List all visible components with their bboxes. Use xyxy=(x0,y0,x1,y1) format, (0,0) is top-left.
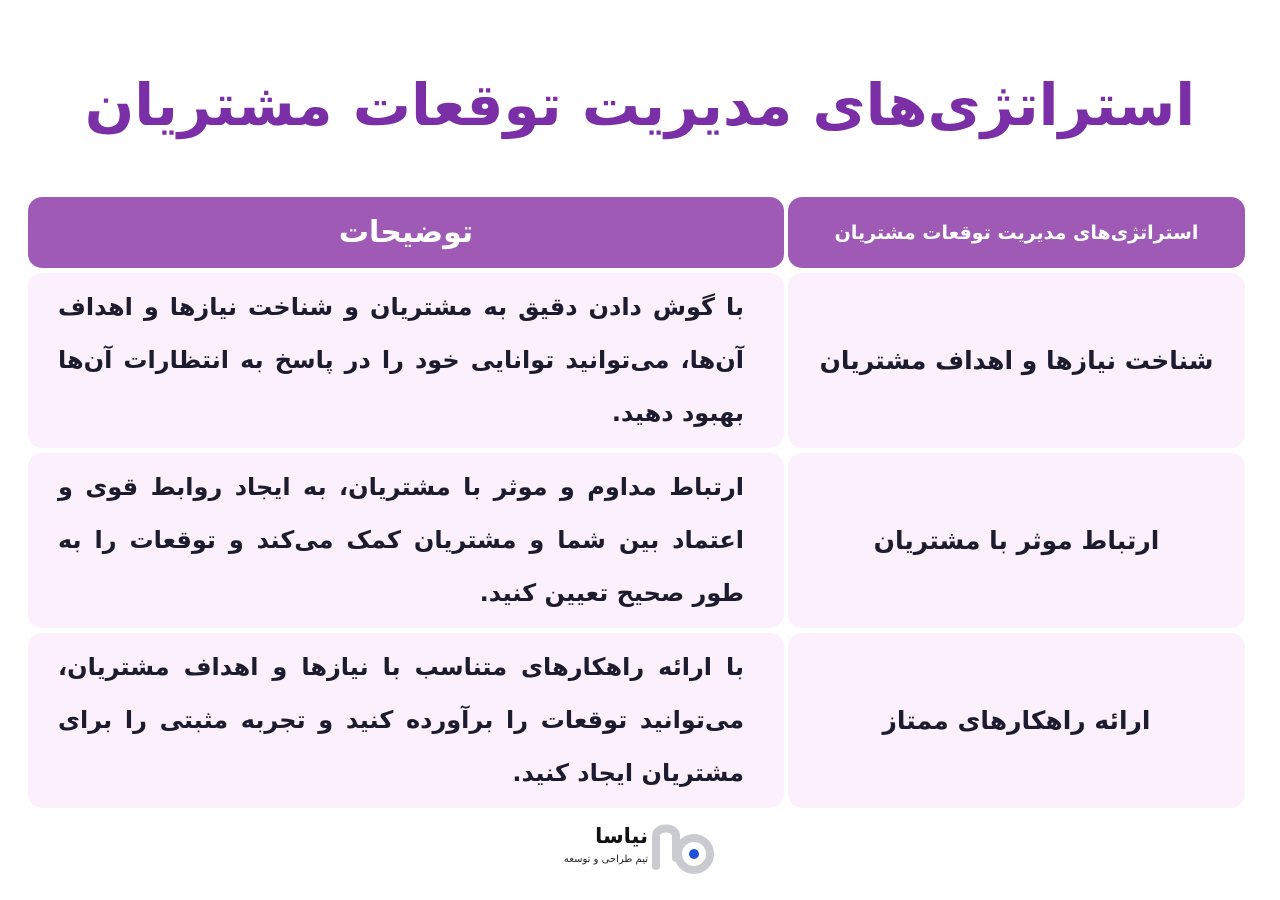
niasa-logo-icon xyxy=(650,818,714,874)
description-cell: با گوش دادن دقیق به مشتریان و شناخت نیازها و اهداف آن‌ها، می‌توانید توانایی خود را در پاسخ به انتظارات آن‌ها بهبود دهید. xyxy=(28,273,784,448)
brand-name: نیاسا xyxy=(595,824,648,848)
strategy-column-header: استراتژی‌های مدیریت توقعات مشتریان xyxy=(788,197,1245,268)
table-row xyxy=(28,633,1245,808)
table-row xyxy=(28,273,1245,448)
description-cell: ارتباط مداوم و موثر با مشتریان، به ایجاد روابط قوی و اعتماد بین شما و مشتریان کمک می‌کند و توقعات را به طور صحیح تعیین کنید. xyxy=(28,453,784,628)
strategy-cell: شناخت نیازها و اهداف مشتریان xyxy=(788,273,1245,448)
table-row xyxy=(28,453,1245,628)
strategy-cell: ارائه راهکارهای ممتاز xyxy=(788,633,1245,808)
brand-tagline: تیم طراحی و توسعه xyxy=(563,854,648,865)
brand-footer xyxy=(560,815,730,875)
strategy-cell: ارتباط موثر با مشتریان xyxy=(788,453,1245,628)
table-header-row xyxy=(28,197,1245,268)
description-column-header: توضیحات xyxy=(28,197,784,268)
description-cell: با ارائه راهکارهای متناسب با نیازها و اهداف مشتریان، می‌توانید توقعات را برآورده کنید و تجربه مثبتی را برای مشتریان ایجاد کنید. xyxy=(28,633,784,808)
page-title: استراتژی‌های مدیریت توقعات مشتریان xyxy=(84,71,1196,139)
strategies-table xyxy=(28,197,1245,813)
